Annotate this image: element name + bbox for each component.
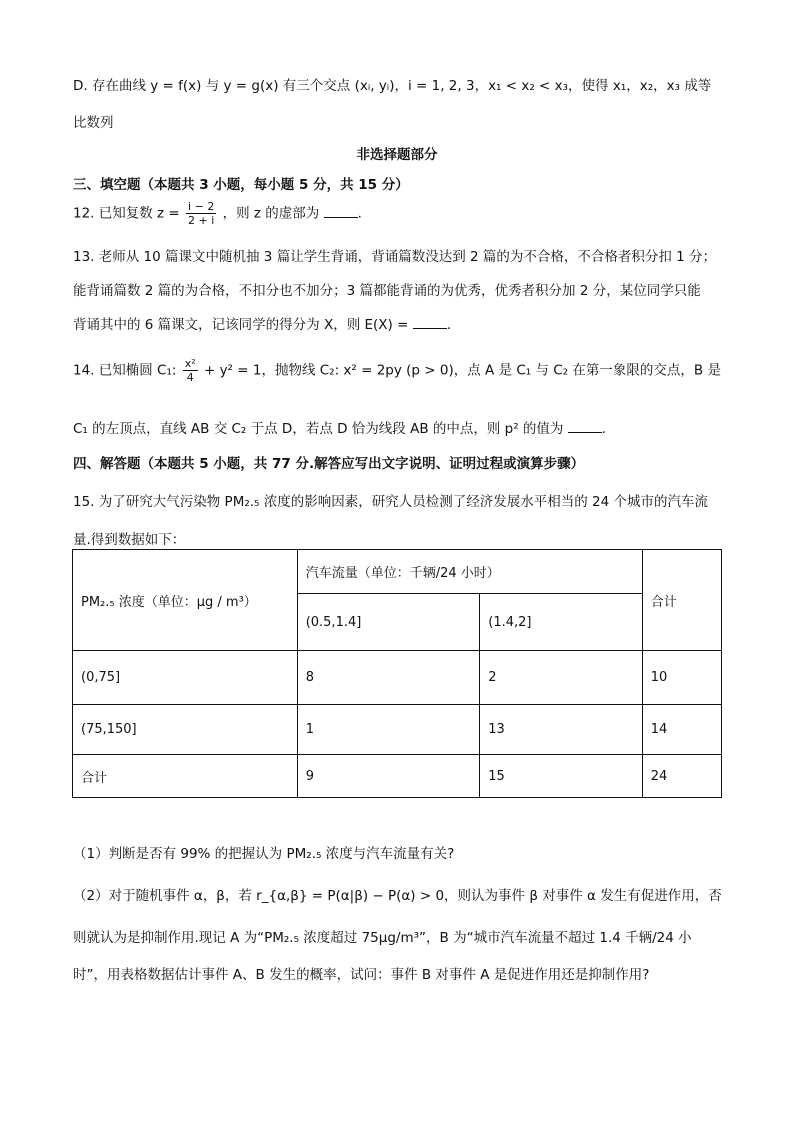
cell: 15 <box>480 755 643 798</box>
question-14-line-1 <box>73 357 723 384</box>
question-13-line-3: 背诵其中的 6 篇课文，记该同学的得分为 X，则 E(X) = . <box>73 317 452 333</box>
cell: 1 <box>297 705 480 755</box>
row-label: 合计 <box>73 755 298 798</box>
q14-prefix: 14. 已知椭圆 C₁: <box>73 362 177 379</box>
q14-fraction <box>183 357 198 384</box>
q14-numerator: x² <box>184 357 196 370</box>
col-header-2: (1.4,2] <box>480 594 643 651</box>
table-row <box>73 755 722 798</box>
q14-answer-blank[interactable] <box>568 420 602 433</box>
q14-denominator: 4 <box>186 371 194 384</box>
group-header-cell: 汽车流量（单位：千辆/24 小时） <box>297 550 642 594</box>
question-15-part-2-line-2: 则就认为是抑制作用.现记 A 为“PM₂.₅ 浓度超过 75μg/m³”，B 为“城市汽车流量不超过 1.4 千辆/24 小 <box>73 930 692 946</box>
cell: 9 <box>297 755 480 798</box>
option-d-line-1: D. 存在曲线 y = f(x) 与 y = g(x) 有三个交点 (xᵢ, yᵢ)，i = 1, 2, 3，x₁ < x₂ < x₃，使得 x₁，x₂，x₃ 成等 <box>73 78 712 94</box>
table-row <box>73 651 722 705</box>
question-15-part-2-line-3: 时”，用表格数据估计事件 A、B 发生的概率，试问：事件 B 对事件 A 是促进作用还是抑制作用? <box>73 967 650 983</box>
question-13-line-1: 13. 老师从 10 篇课文中随机抽 3 篇让学生背诵，背诵篇数没达到 2 篇的为不合格，不合格者积分扣 1 分； <box>73 249 717 265</box>
cell: 14 <box>642 705 721 755</box>
q12-prefix: 12. 已知复数 z = <box>73 205 180 222</box>
cell: 24 <box>642 755 721 798</box>
q12-suffix: ，则 z 的虚部为 <box>222 205 320 222</box>
q12-fraction <box>186 200 216 227</box>
cell: 2 <box>480 651 643 705</box>
cell: 10 <box>642 651 721 705</box>
question-15-line-1: 15. 为了研究大气污染物 PM₂.₅ 浓度的影响因素，研究人员检测了经济发展水平相当的 24 个城市的汽车流 <box>73 494 709 510</box>
part-title: 非选择题部分 <box>356 147 438 163</box>
q14-text: C₁ 的左顶点，直线 AB 交 C₂ 于点 D，若点 D 恰为线段 AB 的中点，则 p² 的值为 <box>73 421 564 437</box>
question-15-line-2: 量.得到数据如下： <box>73 532 186 548</box>
row-label: (0,75] <box>73 651 298 705</box>
table-header-row <box>73 550 722 594</box>
cell: 8 <box>297 651 480 705</box>
row-header-cell: PM₂.₅ 浓度（单位：μg / m³） <box>73 550 298 651</box>
question-14-line-2: C₁ 的左顶点，直线 AB 交 C₂ 于点 D，若点 D 恰为线段 AB 的中点，则 p² 的值为 . <box>73 421 607 437</box>
question-13-line-2: 能背诵篇数 2 篇的为合格，不扣分也不加分；3 篇都能背诵的为优秀，优秀者积分加 2 分，某位同学只能 <box>73 283 701 299</box>
q12-answer-blank[interactable] <box>324 205 358 218</box>
question-12: 12. 已知复数 z = $\frac{i - 2}{2 + i}$ ，则 z 的虚部为 . <box>73 200 362 227</box>
q12-denominator: 2 + i <box>188 214 215 227</box>
total-header-cell: 合计 <box>642 550 721 651</box>
question-15-part-2-line-1: （2）对于随机事件 α，β，若 r_{α,β} = P(α|β) − P(α) > 0，则认为事件 β 对事件 α 发生有促进作用，否 <box>73 888 722 904</box>
q13-answer-blank[interactable] <box>413 316 447 329</box>
q14-suffix: + y² = 1，抛物线 C₂: x² = 2py (p > 0)，点 A 是 C₁ 与 C₂ 在第一象限的交点，B 是 <box>203 362 721 379</box>
col-header-1: (0.5,1.4] <box>297 594 480 651</box>
section-3-heading: 三、填空题（本题共 3 小题，每小题 5 分，共 15 分） <box>73 177 409 193</box>
cell: 13 <box>480 705 643 755</box>
q12-numerator: i − 2 <box>188 200 215 213</box>
q13-text: 背诵其中的 6 篇课文，记该同学的得分为 X，则 E(X) = <box>73 317 409 333</box>
data-table <box>72 549 722 798</box>
option-d-line-2: 比数列 <box>73 115 114 131</box>
question-15-part-1: （1）判断是否有 99% 的把握认为 PM₂.₅ 浓度与汽车流量有关? <box>73 846 455 862</box>
row-label: (75,150] <box>73 705 298 755</box>
table-row <box>73 705 722 755</box>
section-4-heading: 四、解答题（本题共 5 小题，共 77 分.解答应写出文字说明、证明过程或演算步骤） <box>73 456 585 472</box>
